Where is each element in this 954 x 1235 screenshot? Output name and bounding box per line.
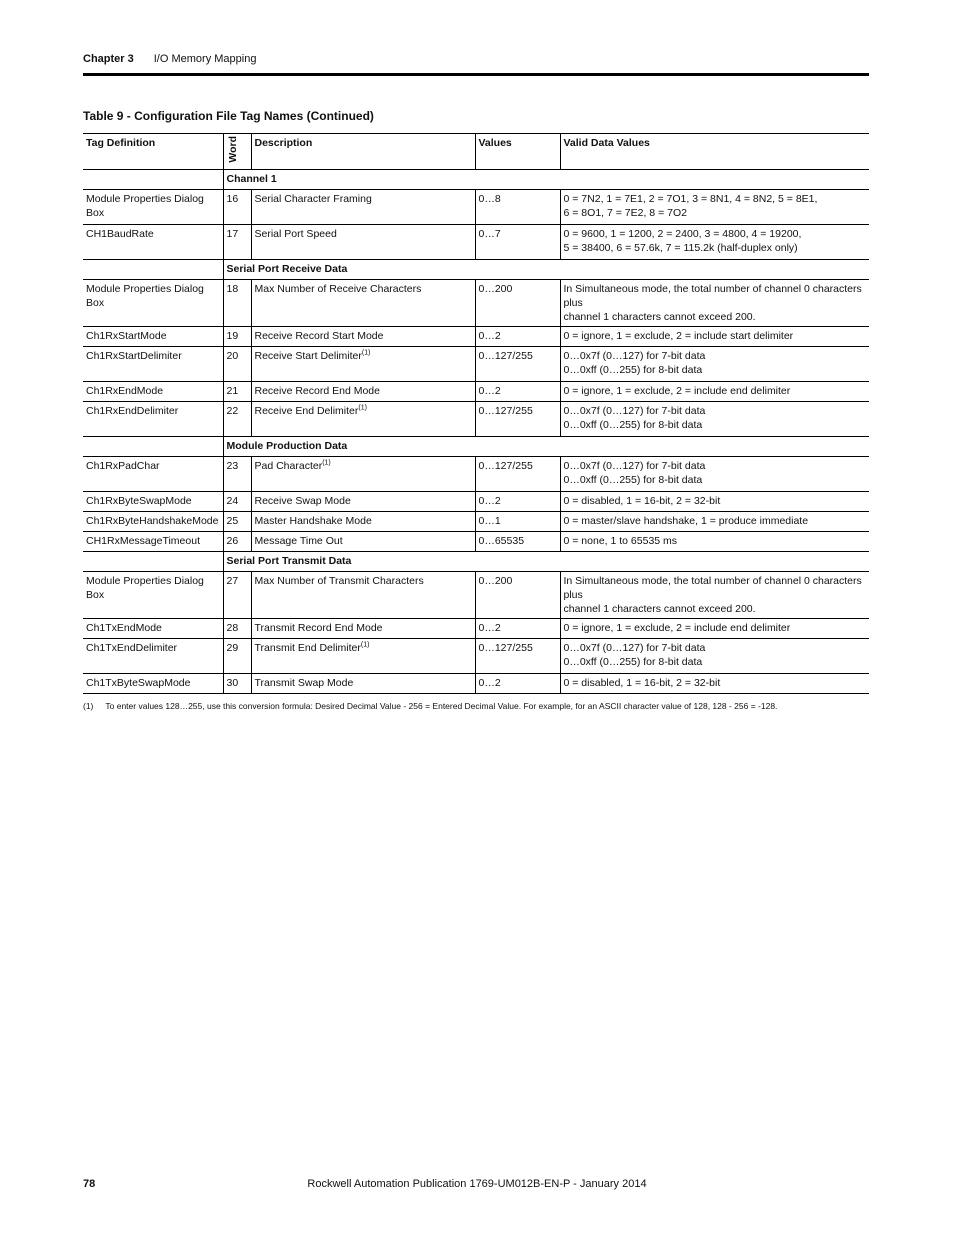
section-row: [83, 551, 869, 571]
description-text: Transmit Swap Mode: [254, 676, 354, 689]
description-cell: [251, 381, 475, 401]
valid-data-line: 0 = none, 1 to 65535 ms: [563, 534, 678, 547]
values-cell: 0…200: [475, 279, 560, 326]
section-heading: Module Production Data: [223, 436, 869, 456]
section-spacer-cell: [83, 259, 223, 279]
section-row: [83, 436, 869, 456]
footnote-reference: (1): [322, 459, 331, 467]
word-cell: 28: [223, 618, 251, 638]
description-text: Transmit End Delimiter: [254, 641, 361, 654]
section-row: [83, 259, 869, 279]
valid-data-line: channel 1 characters cannot exceed 200.: [563, 310, 756, 323]
table-row: [83, 189, 869, 224]
description-cell: [251, 531, 475, 551]
description-cell: [251, 279, 475, 326]
word-cell: 16: [223, 189, 251, 224]
word-cell: 29: [223, 638, 251, 673]
col-header-values: Values: [475, 134, 560, 170]
tag-definition-cell: Ch1RxByteHandshakeMode: [83, 511, 223, 531]
word-cell: 24: [223, 491, 251, 511]
description-text: Receive Record Start Mode: [254, 329, 384, 342]
valid-data-values-cell: [560, 189, 869, 224]
valid-data-line: 0 = ignore, 1 = exclude, 2 = include start delimiter: [563, 329, 794, 342]
valid-data-line: 0 = disabled, 1 = 16-bit, 2 = 32-bit: [563, 676, 721, 689]
tag-definition-cell: Ch1TxEndMode: [83, 618, 223, 638]
description-text: Serial Port Speed: [254, 227, 337, 240]
word-cell: 27: [223, 571, 251, 618]
running-header: [83, 53, 256, 65]
table-header-row: [83, 134, 869, 170]
tag-definition-cell: Ch1RxEndDelimiter: [83, 401, 223, 436]
values-cell: 0…200: [475, 571, 560, 618]
tag-definition-cell: Ch1RxEndMode: [83, 381, 223, 401]
word-cell: 26: [223, 531, 251, 551]
valid-data-line: 0 = 9600, 1 = 1200, 2 = 2400, 3 = 4800, 4 = 19200,: [563, 227, 802, 240]
table-row: [83, 618, 869, 638]
section-heading: Serial Port Receive Data: [223, 259, 869, 279]
description-text: Pad Character: [254, 459, 323, 472]
table-row: [83, 346, 869, 381]
values-cell: 0…65535: [475, 531, 560, 551]
valid-data-line: 0…0x7f (0…127) for 7-bit data: [563, 349, 706, 362]
word-cell: 20: [223, 346, 251, 381]
section-spacer-cell: [83, 436, 223, 456]
valid-data-line: channel 1 characters cannot exceed 200.: [563, 602, 756, 615]
description-cell: [251, 491, 475, 511]
tag-definition-cell: Module Properties Dialog Box: [83, 189, 223, 224]
description-cell: [251, 346, 475, 381]
tag-definition-cell: Ch1RxStartDelimiter: [83, 346, 223, 381]
word-cell: 23: [223, 456, 251, 491]
description-cell: [251, 401, 475, 436]
valid-data-values-cell: [560, 638, 869, 673]
valid-data-line: 0…0xff (0…255) for 8-bit data: [563, 655, 703, 668]
valid-data-values-cell: [560, 618, 869, 638]
valid-data-values-cell: [560, 279, 869, 326]
tag-definition-cell: Ch1TxByteSwapMode: [83, 673, 223, 693]
table-row: [83, 456, 869, 491]
valid-data-values-cell: [560, 491, 869, 511]
section-heading: Channel 1: [223, 169, 869, 189]
word-cell: 21: [223, 381, 251, 401]
valid-data-line: 0 = ignore, 1 = exclude, 2 = include end delimiter: [563, 384, 791, 397]
valid-data-values-cell: [560, 673, 869, 693]
description-cell: [251, 511, 475, 531]
values-cell: 0…127/255: [475, 456, 560, 491]
valid-data-line: 0…0xff (0…255) for 8-bit data: [563, 363, 703, 376]
footnote-reference: (1): [358, 404, 367, 412]
col-header-description: Description: [251, 134, 475, 170]
table-row: [83, 279, 869, 326]
word-cell: 22: [223, 401, 251, 436]
tag-definition-cell: Ch1RxByteSwapMode: [83, 491, 223, 511]
values-cell: 0…2: [475, 618, 560, 638]
word-cell: 25: [223, 511, 251, 531]
section-row: [83, 169, 869, 189]
page-number: 78: [83, 1178, 96, 1190]
description-cell: [251, 326, 475, 346]
description-text: Message Time Out: [254, 534, 343, 547]
valid-data-values-cell: [560, 531, 869, 551]
footnote-text: To enter values 128…255, use this conversion formula: Desired Decimal Value - 256 = Entered Decimal Value. For example, for an ASCII character value of 128, 128 - 256 = -128.: [105, 701, 778, 711]
valid-data-values-cell: [560, 326, 869, 346]
description-text: Receive End Delimiter: [254, 404, 359, 417]
word-cell: 17: [223, 224, 251, 259]
description-cell: [251, 618, 475, 638]
values-cell: 0…2: [475, 673, 560, 693]
valid-data-values-cell: [560, 571, 869, 618]
footnote-reference: (1): [360, 641, 370, 649]
values-cell: 0…8: [475, 189, 560, 224]
description-cell: [251, 189, 475, 224]
description-text: Transmit Record End Mode: [254, 621, 383, 634]
description-text: Receive Start Delimiter: [254, 349, 362, 362]
valid-data-values-cell: [560, 456, 869, 491]
valid-data-line: 0…0x7f (0…127) for 7-bit data: [563, 459, 706, 472]
values-cell: 0…2: [475, 381, 560, 401]
valid-data-line: 5 = 38400, 6 = 57.6k, 7 = 115.2k (half-duplex only): [563, 241, 798, 254]
valid-data-line: 0 = disabled, 1 = 16-bit, 2 = 32-bit: [563, 494, 721, 507]
footnote-reference: (1): [361, 349, 371, 357]
valid-data-line: 0…0xff (0…255) for 8-bit data: [563, 418, 703, 431]
col-header-word: [223, 134, 251, 170]
section-heading: Serial Port Transmit Data: [223, 551, 869, 571]
description-text: Serial Character Framing: [254, 192, 372, 205]
tag-definition-cell: Ch1RxStartMode: [83, 326, 223, 346]
valid-data-line: 0 = 7N2, 1 = 7E1, 2 = 7O1, 3 = 8N1, 4 = 8N2, 5 = 8E1,: [563, 192, 818, 205]
description-cell: [251, 224, 475, 259]
valid-data-line: In Simultaneous mode, the total number of channel 0 characters plus: [563, 282, 862, 309]
config-tag-table: [83, 133, 869, 694]
valid-data-values-cell: [560, 381, 869, 401]
valid-data-line: 0 = ignore, 1 = exclude, 2 = include end delimiter: [563, 621, 791, 634]
table-title: Table 9 - Configuration File Tag Names (Continued): [83, 109, 374, 123]
table-row: [83, 401, 869, 436]
description-cell: [251, 456, 475, 491]
tag-definition-cell: Module Properties Dialog Box: [83, 279, 223, 326]
description-text: Receive Record End Mode: [254, 384, 380, 397]
values-cell: 0…2: [475, 326, 560, 346]
col-header-valid-data-values: Valid Data Values: [560, 134, 869, 170]
table-row: [83, 571, 869, 618]
valid-data-values-cell: [560, 346, 869, 381]
word-cell: 18: [223, 279, 251, 326]
values-cell: 0…7: [475, 224, 560, 259]
tag-definition-cell: Ch1TxEndDelimiter: [83, 638, 223, 673]
word-cell: 19: [223, 326, 251, 346]
publication-footer: Rockwell Automation Publication 1769-UM012B-EN-P - January 2014: [307, 1178, 647, 1190]
table-row: [83, 491, 869, 511]
table-row: [83, 224, 869, 259]
table-row: [83, 638, 869, 673]
word-header-label: Word: [226, 136, 239, 163]
tag-definition-cell: Ch1RxPadChar: [83, 456, 223, 491]
valid-data-values-cell: [560, 401, 869, 436]
section-spacer-cell: [83, 169, 223, 189]
table-row: [83, 511, 869, 531]
chapter-label: Chapter 3: [83, 53, 134, 65]
values-cell: 0…127/255: [475, 638, 560, 673]
table-row: [83, 326, 869, 346]
values-cell: 0…1: [475, 511, 560, 531]
word-cell: 30: [223, 673, 251, 693]
table-row: [83, 381, 869, 401]
table-footnote: [83, 701, 777, 711]
valid-data-values-cell: [560, 511, 869, 531]
valid-data-line: 0…0xff (0…255) for 8-bit data: [563, 473, 703, 486]
header-rule: [83, 73, 869, 76]
footnote-marker: (1): [83, 701, 94, 711]
description-text: Max Number of Transmit Characters: [254, 574, 424, 587]
valid-data-line: 6 = 8O1, 7 = 7E2, 8 = 7O2: [563, 206, 687, 219]
tag-definition-cell: CH1RxMessageTimeout: [83, 531, 223, 551]
valid-data-line: 0…0x7f (0…127) for 7-bit data: [563, 641, 706, 654]
table-row: [83, 673, 869, 693]
valid-data-line: 0…0x7f (0…127) for 7-bit data: [563, 404, 706, 417]
valid-data-line: In Simultaneous mode, the total number of channel 0 characters plus: [563, 574, 862, 601]
chapter-title: I/O Memory Mapping: [153, 53, 257, 65]
description-text: Master Handshake Mode: [254, 514, 372, 527]
description-text: Receive Swap Mode: [254, 494, 351, 507]
description-cell: [251, 638, 475, 673]
valid-data-line: 0 = master/slave handshake, 1 = produce immediate: [563, 514, 809, 527]
description-cell: [251, 571, 475, 618]
values-cell: 0…127/255: [475, 346, 560, 381]
description-cell: [251, 673, 475, 693]
tag-definition-cell: CH1BaudRate: [83, 224, 223, 259]
values-cell: 0…2: [475, 491, 560, 511]
section-spacer-cell: [83, 551, 223, 571]
description-text: Max Number of Receive Characters: [254, 282, 422, 295]
col-header-tag-definition: Tag Definition: [83, 134, 223, 170]
tag-definition-cell: Module Properties Dialog Box: [83, 571, 223, 618]
table-row: [83, 531, 869, 551]
table-body: [83, 169, 869, 693]
values-cell: 0…127/255: [475, 401, 560, 436]
valid-data-values-cell: [560, 224, 869, 259]
